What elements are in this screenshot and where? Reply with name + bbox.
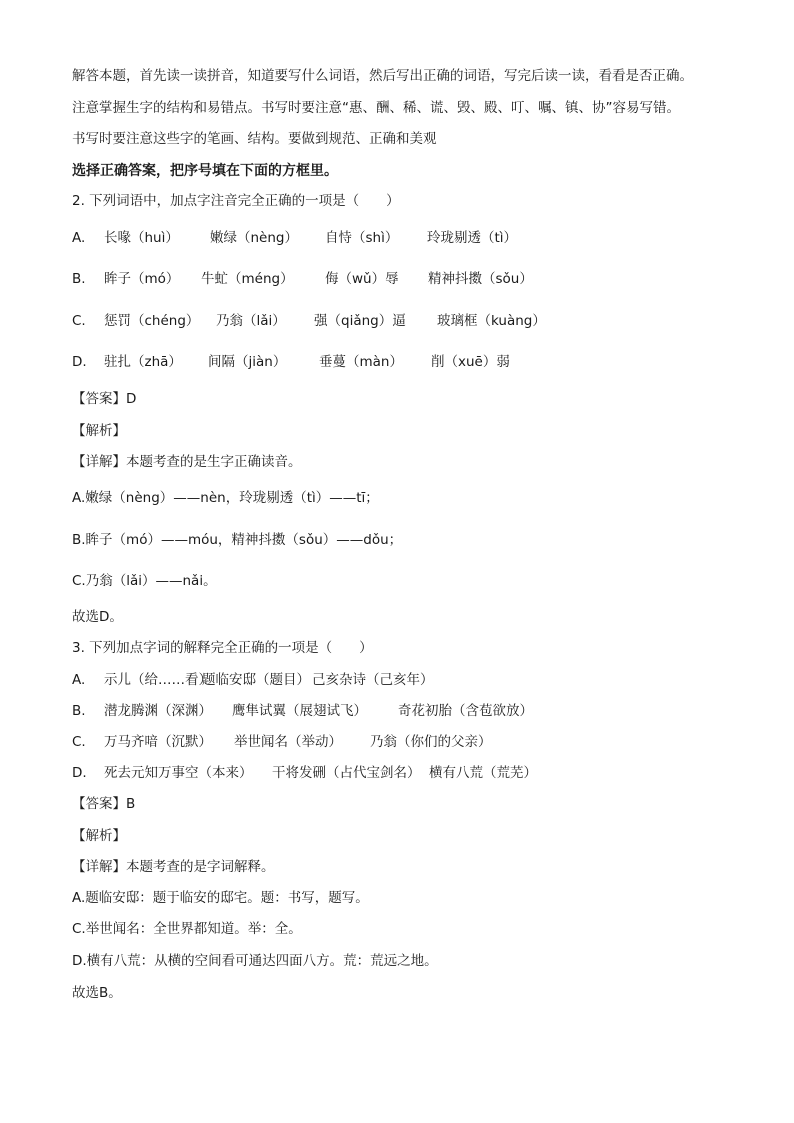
option-item: 惩罚（chéng） [104,313,200,329]
option-letter: B. [72,271,86,287]
option-item: 乃翁（你们的父亲） [370,734,492,750]
q2-option-d [72,353,510,371]
option-item: 举世闻名（举动） [234,734,342,750]
option-item: 强（qiǎng）逼 [314,313,406,329]
q2-explanation-c: C.乃翁（lǎi）——nǎi。 [72,573,217,589]
q2-answer: 【答案】D [72,391,137,407]
option-item: 嫩绿（nèng） [210,230,298,246]
option-letter: A. [72,230,86,246]
option-item: 死去元知万事空（本来） [104,765,253,781]
q3-detail: 【详解】本题考查的是字词解释。 [72,859,275,875]
option-item: 题临安邸（题目） [202,672,310,688]
option-letter: C. [72,313,86,329]
option-item: 牛虻（méng） [201,271,294,287]
q3-option-d [72,764,537,782]
option-item: 长喙（huì） [104,230,179,246]
option-letter: D. [72,354,87,370]
q3-option-a [72,671,434,689]
q2-detail: 【详解】本题考查的是生字正确读音。 [72,454,302,470]
q3-conclusion: 故选B。 [72,985,122,1001]
option-item: 玲珑剔透（tì） [427,230,518,246]
option-item: 万马齐喑（沉默） [104,734,212,750]
option-item: 鹰隼试翼（展翅试飞） [232,703,367,719]
option-item: 垂蔓（màn） [319,354,403,370]
option-item: 侮（wǔ）辱 [325,271,399,287]
intro-line-1: 解答本题，首先读一读拼音，知道要写什么词语，然后写出正确的词语，写完后读一读，看看是否正确。 [72,68,693,84]
q3-analysis-label: 【解析】 [72,828,126,844]
option-item: 干将发硎（占代宝剑名） [272,765,421,781]
option-item: 乃翁（lǎi） [216,313,286,329]
q3-explanation-a: A.题临安邸：题于临安的邸宅。题：书写，题写。 [72,890,369,906]
option-item: 削（xuē）弱 [431,354,510,370]
q3-explanation-d: D.横有八荒：从横的空间看可通达四面八方。荒：荒远之地。 [72,953,438,969]
intro-line-2: 注意掌握生字的结构和易错点。书写时要注意“惠、酬、稀、谎、毁、殿、叮、嘱、镇、协”容易写错。 [72,100,680,116]
q3-stem: 3. 下列加点字词的解释完全正确的一项是（ ） [72,640,373,656]
option-item: 潜龙腾渊（深渊） [104,703,212,719]
q2-conclusion: 故选D。 [72,609,123,625]
q3-option-b [72,702,533,720]
q2-explanation-b: B.眸子（mó）——móu，精神抖擞（sǒu）——dǒu； [72,532,403,548]
option-item: 间隔（jiàn） [208,354,287,370]
option-letter: C. [72,734,86,750]
option-item: 玻璃框（kuàng） [437,313,546,329]
q2-option-c [72,312,546,330]
q2-explanation-a: A.嫩绿（nèng）——nèn，玲珑剔透（tì）——tī； [72,490,379,506]
option-item: 己亥杂诗（己亥年） [312,672,434,688]
option-item: 奇花初胎（含苞欲放） [398,703,533,719]
option-letter: A. [72,672,86,688]
q3-answer: 【答案】B [72,796,136,812]
option-item: 驻扎（zhā） [104,354,182,370]
option-item: 精神抖擞（sǒu） [428,271,533,287]
intro-line-3: 书写时要注意这些字的笔画、结构。要做到规范、正确和美观 [72,131,437,147]
section-heading: 选择正确答案，把序号填在下面的方框里。 [72,163,338,179]
option-item: 示儿（给……看） [104,672,212,688]
option-letter: B. [72,703,86,719]
q2-option-b [72,270,533,288]
option-item: 自恃（shì） [325,230,399,246]
option-item: 横有八荒（荒芜） [429,765,537,781]
option-letter: D. [72,765,87,781]
option-item: 眸子（mó） [104,271,180,287]
q2-option-a [72,229,517,247]
q3-explanation-c: C.举世闻名：全世界都知道。举：全。 [72,921,302,937]
q2-analysis-label: 【解析】 [72,423,126,439]
q2-stem: 2. 下列词语中，加点字注音完全正确的一项是（ ） [72,193,400,209]
q3-option-c [72,733,492,751]
